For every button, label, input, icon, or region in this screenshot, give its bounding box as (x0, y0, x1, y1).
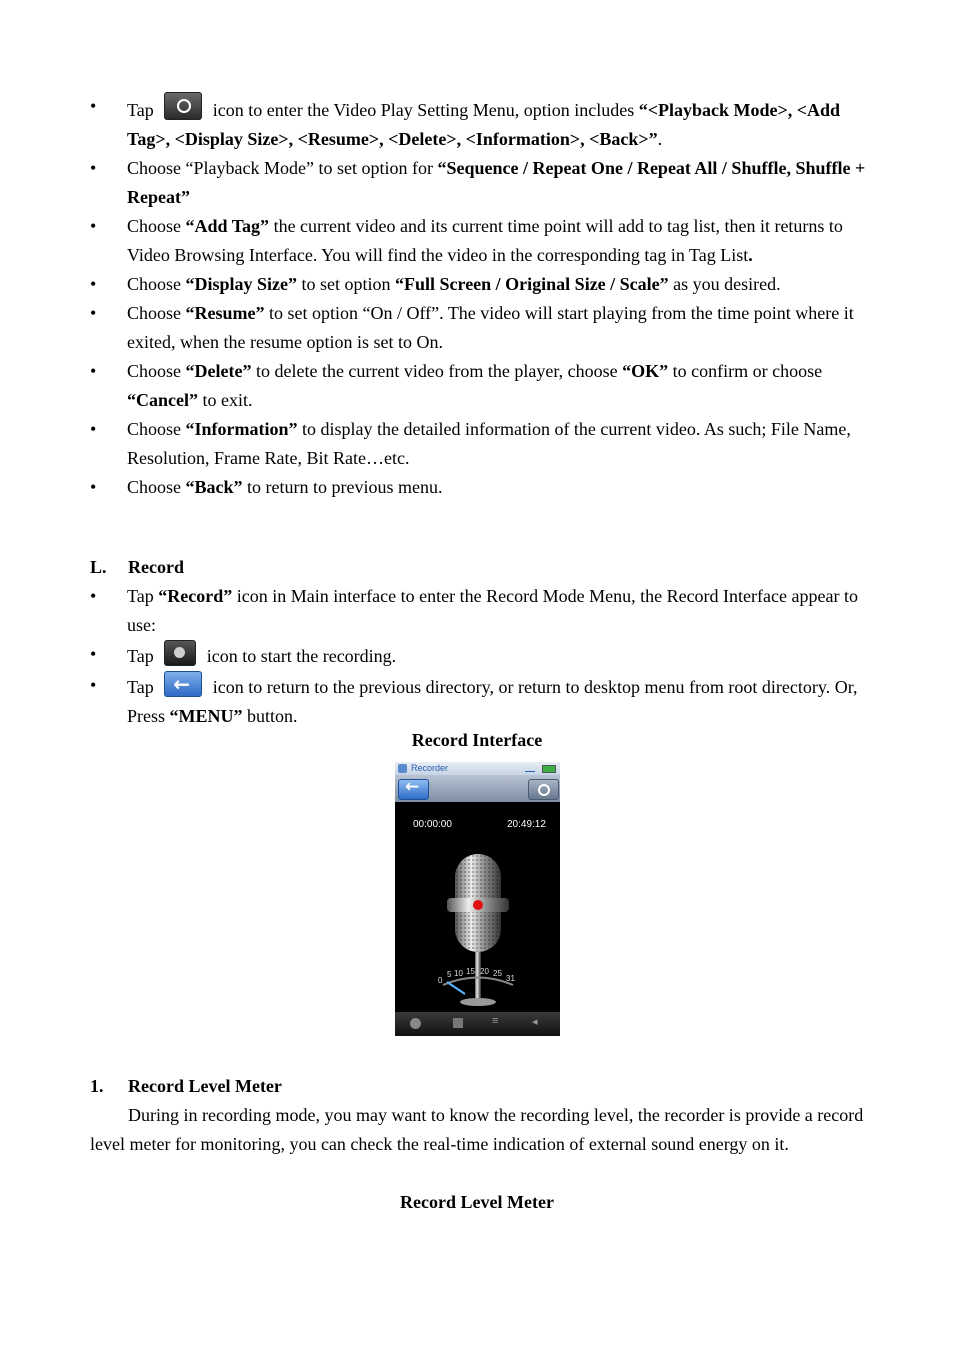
meter-tick-label: 31 (506, 974, 515, 983)
bold-text: “Full Screen / Original Size / Scale” (395, 274, 669, 294)
settings-gear-icon (164, 92, 202, 120)
record-bullet-list (90, 582, 870, 731)
bold-text: “Resume” (185, 303, 265, 323)
text: the current video and its current time point will add to tag list, then it returns to Video Browsing Interface. You will find the video in the corresponding tag in Tag List (127, 216, 843, 265)
text: icon to return to the previous directory, or return to desktop menu from root directory. Or, Press (127, 677, 858, 726)
bullet-item (90, 671, 870, 731)
volume-icon[interactable]: ◂ (532, 1016, 538, 1028)
meter-tick-label: 0 (438, 976, 443, 985)
record-button-icon[interactable] (410, 1018, 421, 1029)
bullet-item (90, 582, 870, 640)
section-heading-record (90, 553, 184, 582)
bold-text: “<Playback Mode>, <Add Tag>, <Display Size>, <Resume>, <Delete>, <Information>, <Back>” (127, 100, 841, 149)
subsection-title: Record Level Meter (128, 1076, 282, 1096)
text: Tap (127, 677, 159, 697)
text: to display the detailed information of the current video. As such; File Name, Resolution, Frame Rate, Bit Rate…etc. (127, 419, 851, 468)
bold-text: “MENU” (169, 706, 243, 726)
elapsed-time: 00:00:00 (413, 819, 452, 830)
bullet-item (90, 92, 870, 154)
bold-text: “Back” (185, 477, 243, 497)
mic-base (460, 998, 496, 1006)
bullet-item (90, 270, 870, 299)
text: Tap (127, 100, 159, 120)
bold-text: “Sequence / Repeat One / Repeat All / Shuffle, Shuffle + Repeat” (127, 158, 866, 207)
bold-text: “Add Tag” (185, 216, 270, 236)
caption-record-level-meter: Record Level Meter (400, 1192, 554, 1212)
record-interface-screenshot (395, 762, 560, 1036)
meter-tick-label: 15 (466, 967, 475, 976)
status-title: Recorder (411, 763, 449, 773)
clock-time: 20:49:12 (507, 819, 546, 830)
bold-text: “OK” (622, 361, 669, 381)
text: icon in Main interface to enter the Record Mode Menu, the Record Interface appear to use: (127, 586, 858, 635)
text: to confirm or choose (668, 361, 823, 381)
text: to set option “On / Off”. The video will start playing from the time point where it exited, when the resume option is set to On. (127, 303, 854, 352)
text: Choose (127, 419, 186, 439)
bullet-item (90, 357, 870, 415)
bullet-item (90, 212, 870, 270)
bold-text: “Information” (185, 419, 298, 439)
bullet-item (90, 640, 870, 671)
level-meter-paragraph: During in recording mode, you may want to know the recording level, the recorder is provide a record level meter for monitoring, you can check the real-time indication of external sound energy on it. (90, 1105, 864, 1154)
meter-tick-label: 10 (454, 969, 463, 978)
meter-tick-label: 25 (493, 969, 502, 978)
text: icon to enter the Video Play Setting Menu, option includes (208, 100, 639, 120)
stop-button-icon[interactable] (453, 1018, 463, 1028)
bold-text: “Delete” (185, 361, 252, 381)
text: button. (242, 706, 298, 726)
text: Choose (127, 477, 186, 497)
text: icon to start the recording. (202, 646, 397, 666)
subsection-heading-level-meter (90, 1072, 282, 1101)
video-settings-bullet-list (90, 92, 870, 502)
text: Choose (127, 274, 186, 294)
text: as you desired. (668, 274, 781, 294)
subsection-number: 1. (90, 1076, 104, 1096)
text: Choose (127, 361, 186, 381)
text: to set option (297, 274, 396, 294)
bullet-item (90, 473, 870, 502)
caption-record-interface: Record Interface (411, 730, 543, 750)
text: Choose (127, 216, 186, 236)
text: Choose “Playback Mode” to set option for (127, 158, 438, 178)
record-indicator (473, 900, 483, 910)
text: to delete the current video from the player, choose (251, 361, 623, 381)
section-number: L. (90, 557, 107, 577)
section-title: Record (128, 557, 184, 577)
text: to exit. (198, 390, 253, 410)
text: . (657, 129, 663, 149)
bottom-control-bar (395, 1012, 560, 1036)
bold-text: “Cancel” (127, 390, 198, 410)
meter-tick-label: 5 (447, 970, 452, 979)
text: Tap (127, 646, 159, 666)
mode-icon[interactable]: ≡ (492, 1015, 499, 1027)
meter-tick-label: 20 (480, 967, 489, 976)
bullet-item (90, 154, 870, 212)
bullet-item (90, 299, 870, 357)
bold-text: “Display Size” (185, 274, 298, 294)
text: Tap (127, 586, 159, 606)
bold-text: “Record” (158, 586, 233, 606)
text: to return to previous menu. (242, 477, 443, 497)
bold-text: . (748, 245, 753, 265)
record-button-icon (164, 640, 196, 666)
text: Choose (127, 303, 186, 323)
microphone-illustration (395, 762, 560, 1036)
level-meter-needle (447, 982, 465, 994)
back-arrow-icon (164, 671, 202, 697)
bullet-item (90, 415, 870, 473)
